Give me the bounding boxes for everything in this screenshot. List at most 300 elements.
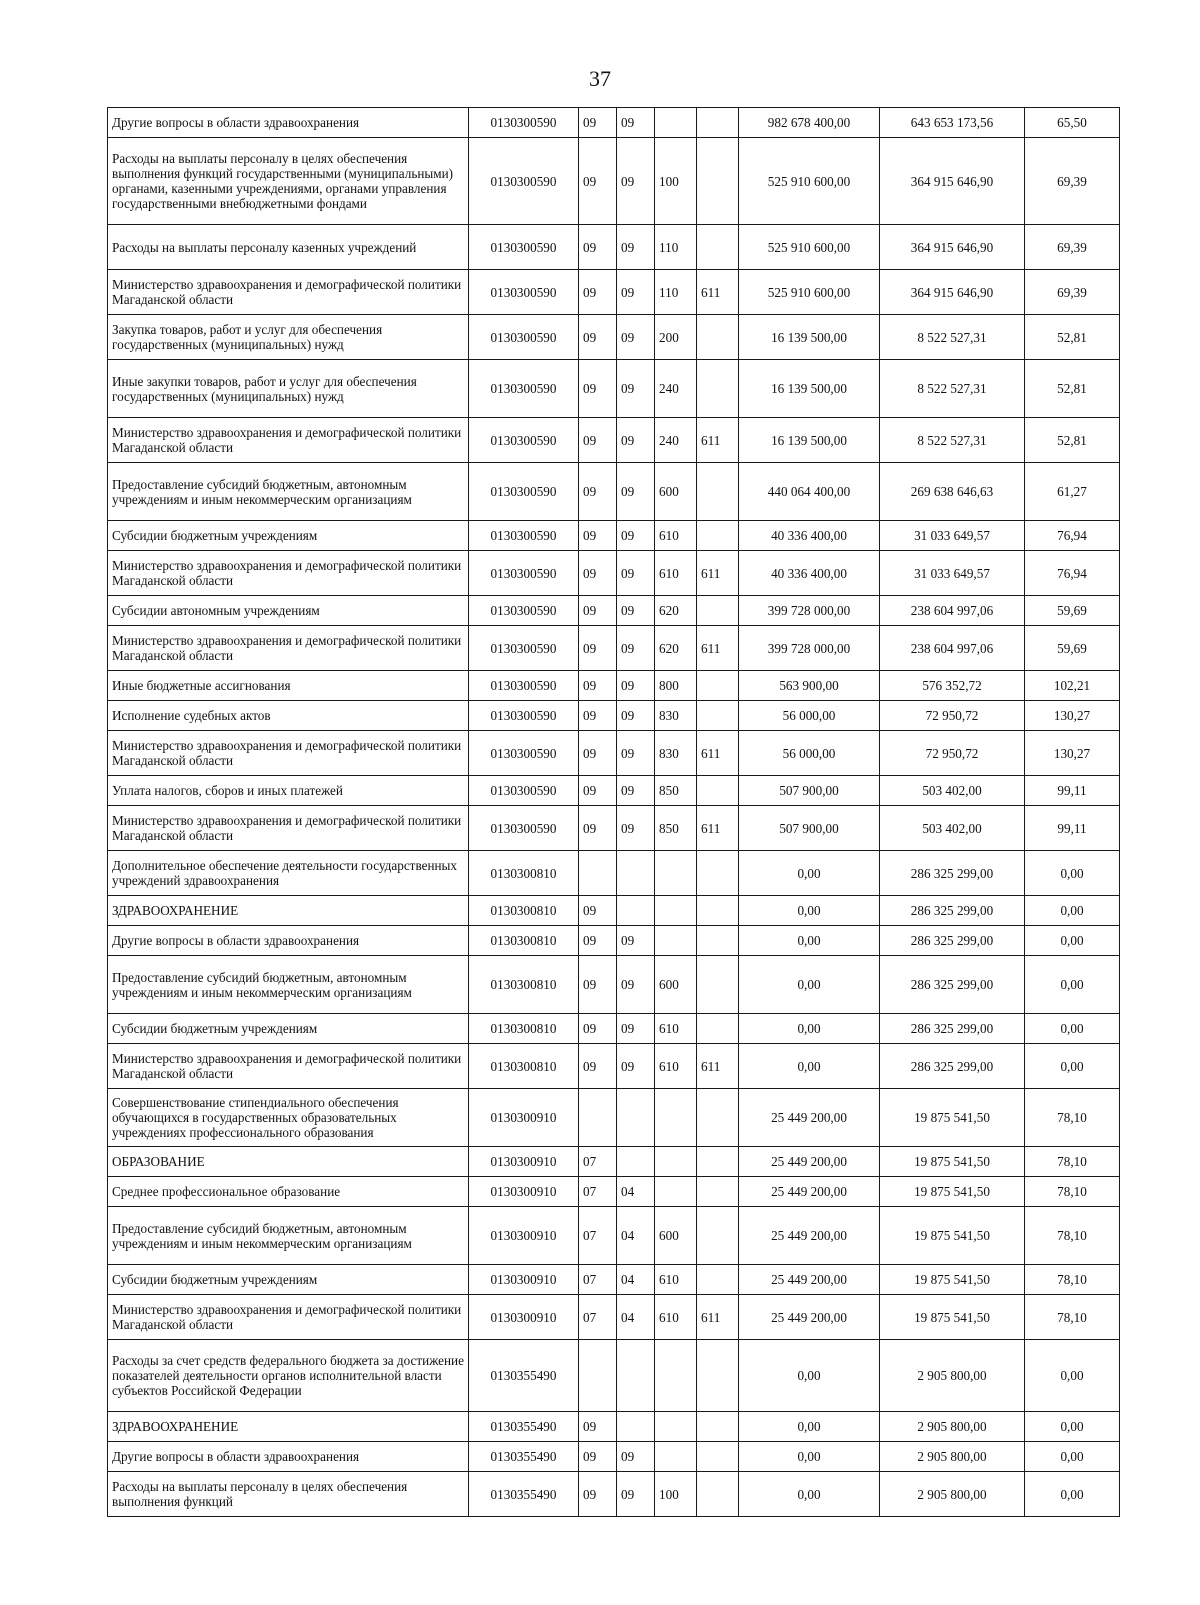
administrator-code-cell	[697, 1177, 739, 1207]
execution-percent-cell: 130,27	[1025, 701, 1120, 731]
planned-amount-cell: 525 910 600,00	[739, 270, 880, 315]
execution-percent-cell: 59,69	[1025, 596, 1120, 626]
administrator-code-cell	[697, 926, 739, 956]
csr-code-cell: 0130300910	[469, 1147, 579, 1177]
subsection-code-cell: 09	[617, 418, 655, 463]
administrator-code-cell	[697, 360, 739, 418]
actual-amount-cell: 503 402,00	[880, 806, 1025, 851]
table-row	[108, 596, 1120, 626]
planned-amount-cell: 0,00	[739, 1472, 880, 1517]
administrator-code-cell: 611	[697, 270, 739, 315]
actual-amount-cell: 19 875 541,50	[880, 1147, 1025, 1177]
csr-code-cell: 0130300810	[469, 851, 579, 896]
section-code-cell: 07	[579, 1265, 617, 1295]
subsection-code-cell: 09	[617, 596, 655, 626]
execution-percent-cell: 78,10	[1025, 1207, 1120, 1265]
budget-execution-table	[107, 107, 1120, 1517]
administrator-code-cell	[697, 225, 739, 270]
table-row	[108, 418, 1120, 463]
execution-percent-cell: 78,10	[1025, 1177, 1120, 1207]
section-code-cell: 07	[579, 1147, 617, 1177]
csr-code-cell: 0130300810	[469, 1044, 579, 1089]
subsection-code-cell: 09	[617, 551, 655, 596]
section-code-cell: 09	[579, 731, 617, 776]
expense-type-code-cell	[655, 1147, 697, 1177]
expense-type-code-cell: 600	[655, 956, 697, 1014]
csr-code-cell: 0130300590	[469, 551, 579, 596]
section-code-cell: 09	[579, 596, 617, 626]
execution-percent-cell: 99,11	[1025, 776, 1120, 806]
table-row	[108, 776, 1120, 806]
section-code-cell: 09	[579, 896, 617, 926]
actual-amount-cell: 2 905 800,00	[880, 1472, 1025, 1517]
administrator-code-cell	[697, 1014, 739, 1044]
section-code-cell	[579, 851, 617, 896]
subsection-code-cell: 09	[617, 1472, 655, 1517]
expense-type-code-cell	[655, 1340, 697, 1412]
row-name-cell: Уплата налогов, сборов и иных платежей	[108, 776, 469, 806]
row-name-cell: Предоставление субсидий бюджетным, автономным учреждениям и иным некоммерческим организациям	[108, 956, 469, 1014]
execution-percent-cell: 78,10	[1025, 1147, 1120, 1177]
subsection-code-cell: 09	[617, 926, 655, 956]
administrator-code-cell	[697, 1089, 739, 1147]
subsection-code-cell	[617, 851, 655, 896]
section-code-cell: 09	[579, 463, 617, 521]
planned-amount-cell: 0,00	[739, 896, 880, 926]
row-name-cell: Другие вопросы в области здравоохранения	[108, 108, 469, 138]
section-code-cell	[579, 1340, 617, 1412]
table-row	[108, 1147, 1120, 1177]
expense-type-code-cell: 610	[655, 551, 697, 596]
actual-amount-cell: 269 638 646,63	[880, 463, 1025, 521]
expense-type-code-cell	[655, 1177, 697, 1207]
actual-amount-cell: 19 875 541,50	[880, 1089, 1025, 1147]
table-row	[108, 1340, 1120, 1412]
table-row	[108, 1089, 1120, 1147]
subsection-code-cell: 09	[617, 270, 655, 315]
csr-code-cell: 0130300590	[469, 418, 579, 463]
csr-code-cell: 0130300590	[469, 315, 579, 360]
subsection-code-cell: 04	[617, 1177, 655, 1207]
page-number: 37	[589, 66, 611, 91]
administrator-code-cell	[697, 1207, 739, 1265]
actual-amount-cell: 19 875 541,50	[880, 1295, 1025, 1340]
row-name-cell: Субсидии бюджетным учреждениям	[108, 1014, 469, 1044]
section-code-cell: 09	[579, 776, 617, 806]
planned-amount-cell: 16 139 500,00	[739, 315, 880, 360]
row-name-cell: Субсидии автономным учреждениям	[108, 596, 469, 626]
table-row	[108, 701, 1120, 731]
row-name-cell: ЗДРАВООХРАНЕНИЕ	[108, 896, 469, 926]
administrator-code-cell	[697, 108, 739, 138]
row-name-cell: Министерство здравоохранения и демографической политики Магаданской области	[108, 1295, 469, 1340]
planned-amount-cell: 0,00	[739, 1044, 880, 1089]
planned-amount-cell: 25 449 200,00	[739, 1295, 880, 1340]
table-row	[108, 1472, 1120, 1517]
expense-type-code-cell: 610	[655, 1014, 697, 1044]
expense-type-code-cell: 100	[655, 138, 697, 225]
subsection-code-cell: 09	[617, 463, 655, 521]
table-row	[108, 731, 1120, 776]
csr-code-cell: 0130300910	[469, 1265, 579, 1295]
expense-type-code-cell: 600	[655, 463, 697, 521]
execution-percent-cell: 78,10	[1025, 1265, 1120, 1295]
expense-type-code-cell	[655, 1089, 697, 1147]
subsection-code-cell	[617, 1089, 655, 1147]
subsection-code-cell: 09	[617, 776, 655, 806]
administrator-code-cell	[697, 463, 739, 521]
actual-amount-cell: 31 033 649,57	[880, 551, 1025, 596]
subsection-code-cell	[617, 1412, 655, 1442]
csr-code-cell: 0130300590	[469, 596, 579, 626]
row-name-cell: Министерство здравоохранения и демографической политики Магаданской области	[108, 551, 469, 596]
administrator-code-cell	[697, 1340, 739, 1412]
csr-code-cell: 0130355490	[469, 1340, 579, 1412]
actual-amount-cell: 576 352,72	[880, 671, 1025, 701]
execution-percent-cell: 76,94	[1025, 551, 1120, 596]
row-name-cell: Министерство здравоохранения и демографической политики Магаданской области	[108, 270, 469, 315]
section-code-cell: 09	[579, 551, 617, 596]
planned-amount-cell: 16 139 500,00	[739, 360, 880, 418]
subsection-code-cell: 04	[617, 1295, 655, 1340]
csr-code-cell: 0130300810	[469, 896, 579, 926]
table-row	[108, 1014, 1120, 1044]
planned-amount-cell: 56 000,00	[739, 701, 880, 731]
table-row	[108, 956, 1120, 1014]
actual-amount-cell: 364 915 646,90	[880, 225, 1025, 270]
expense-type-code-cell	[655, 108, 697, 138]
row-name-cell: Расходы на выплаты персоналу казенных учреждений	[108, 225, 469, 270]
expense-type-code-cell: 600	[655, 1207, 697, 1265]
section-code-cell: 09	[579, 1014, 617, 1044]
expense-type-code-cell: 850	[655, 776, 697, 806]
execution-percent-cell: 0,00	[1025, 1472, 1120, 1517]
actual-amount-cell: 19 875 541,50	[880, 1265, 1025, 1295]
section-code-cell: 09	[579, 806, 617, 851]
table-row	[108, 270, 1120, 315]
planned-amount-cell: 982 678 400,00	[739, 108, 880, 138]
expense-type-code-cell	[655, 851, 697, 896]
expense-type-code-cell: 240	[655, 360, 697, 418]
execution-percent-cell: 76,94	[1025, 521, 1120, 551]
section-code-cell: 09	[579, 1442, 617, 1472]
csr-code-cell: 0130300590	[469, 225, 579, 270]
planned-amount-cell: 440 064 400,00	[739, 463, 880, 521]
execution-percent-cell: 0,00	[1025, 851, 1120, 896]
row-name-cell: Расходы за счет средств федерального бюджета за достижение показателей деятельности органов исполнительной власти субъектов Российской Федерации	[108, 1340, 469, 1412]
execution-percent-cell: 61,27	[1025, 463, 1120, 521]
table-row	[108, 138, 1120, 225]
subsection-code-cell	[617, 1147, 655, 1177]
planned-amount-cell: 507 900,00	[739, 776, 880, 806]
row-name-cell: ЗДРАВООХРАНЕНИЕ	[108, 1412, 469, 1442]
planned-amount-cell: 563 900,00	[739, 671, 880, 701]
expense-type-code-cell	[655, 1412, 697, 1442]
expense-type-code-cell: 610	[655, 521, 697, 551]
expense-type-code-cell: 200	[655, 315, 697, 360]
expense-type-code-cell: 240	[655, 418, 697, 463]
csr-code-cell: 0130300810	[469, 956, 579, 1014]
expense-type-code-cell: 850	[655, 806, 697, 851]
subsection-code-cell: 09	[617, 956, 655, 1014]
planned-amount-cell: 25 449 200,00	[739, 1177, 880, 1207]
subsection-code-cell: 09	[617, 701, 655, 731]
planned-amount-cell: 40 336 400,00	[739, 551, 880, 596]
subsection-code-cell: 09	[617, 521, 655, 551]
planned-amount-cell: 525 910 600,00	[739, 138, 880, 225]
section-code-cell: 09	[579, 926, 617, 956]
row-name-cell: Иные закупки товаров, работ и услуг для обеспечения государственных (муниципальных) нужд	[108, 360, 469, 418]
subsection-code-cell: 09	[617, 1442, 655, 1472]
expense-type-code-cell: 110	[655, 270, 697, 315]
table-row	[108, 1265, 1120, 1295]
row-name-cell: Закупка товаров, работ и услуг для обеспечения государственных (муниципальных) нужд	[108, 315, 469, 360]
actual-amount-cell: 238 604 997,06	[880, 626, 1025, 671]
actual-amount-cell: 503 402,00	[880, 776, 1025, 806]
actual-amount-cell: 19 875 541,50	[880, 1207, 1025, 1265]
table-row	[108, 896, 1120, 926]
subsection-code-cell: 09	[617, 108, 655, 138]
table-row	[108, 315, 1120, 360]
administrator-code-cell	[697, 1147, 739, 1177]
expense-type-code-cell	[655, 896, 697, 926]
expense-type-code-cell: 620	[655, 626, 697, 671]
table-row	[108, 463, 1120, 521]
csr-code-cell: 0130300910	[469, 1295, 579, 1340]
subsection-code-cell: 09	[617, 138, 655, 225]
csr-code-cell: 0130300590	[469, 806, 579, 851]
subsection-code-cell: 04	[617, 1265, 655, 1295]
subsection-code-cell	[617, 1340, 655, 1412]
execution-percent-cell: 99,11	[1025, 806, 1120, 851]
execution-percent-cell: 52,81	[1025, 360, 1120, 418]
administrator-code-cell	[697, 596, 739, 626]
section-code-cell: 09	[579, 108, 617, 138]
csr-code-cell: 0130300910	[469, 1177, 579, 1207]
administrator-code-cell	[697, 671, 739, 701]
administrator-code-cell: 611	[697, 1044, 739, 1089]
subsection-code-cell: 04	[617, 1207, 655, 1265]
subsection-code-cell: 09	[617, 731, 655, 776]
execution-percent-cell: 78,10	[1025, 1295, 1120, 1340]
row-name-cell: Предоставление субсидий бюджетным, автономным учреждениям и иным некоммерческим организациям	[108, 463, 469, 521]
administrator-code-cell	[697, 956, 739, 1014]
actual-amount-cell: 364 915 646,90	[880, 138, 1025, 225]
administrator-code-cell	[697, 1412, 739, 1442]
execution-percent-cell: 52,81	[1025, 315, 1120, 360]
planned-amount-cell: 16 139 500,00	[739, 418, 880, 463]
actual-amount-cell: 286 325 299,00	[880, 851, 1025, 896]
planned-amount-cell: 507 900,00	[739, 806, 880, 851]
administrator-code-cell	[697, 315, 739, 360]
csr-code-cell: 0130300590	[469, 671, 579, 701]
administrator-code-cell	[697, 1472, 739, 1517]
subsection-code-cell	[617, 896, 655, 926]
table-row	[108, 225, 1120, 270]
table-row	[108, 1207, 1120, 1265]
execution-percent-cell: 0,00	[1025, 1044, 1120, 1089]
administrator-code-cell	[697, 1265, 739, 1295]
execution-percent-cell: 102,21	[1025, 671, 1120, 701]
administrator-code-cell	[697, 776, 739, 806]
section-code-cell: 09	[579, 521, 617, 551]
row-name-cell: Среднее профессиональное образование	[108, 1177, 469, 1207]
section-code-cell: 09	[579, 1412, 617, 1442]
execution-percent-cell: 0,00	[1025, 926, 1120, 956]
actual-amount-cell: 286 325 299,00	[880, 926, 1025, 956]
actual-amount-cell: 8 522 527,31	[880, 418, 1025, 463]
actual-amount-cell: 31 033 649,57	[880, 521, 1025, 551]
administrator-code-cell	[697, 701, 739, 731]
execution-percent-cell: 0,00	[1025, 896, 1120, 926]
row-name-cell: Расходы на выплаты персоналу в целях обеспечения выполнения функций	[108, 1472, 469, 1517]
row-name-cell: Совершенствование стипендиального обеспечения обучающихся в государственных образовательных учреждениях профессионального образования	[108, 1089, 469, 1147]
section-code-cell: 09	[579, 671, 617, 701]
table-row	[108, 1412, 1120, 1442]
csr-code-cell: 0130355490	[469, 1442, 579, 1472]
execution-percent-cell: 52,81	[1025, 418, 1120, 463]
subsection-code-cell: 09	[617, 225, 655, 270]
row-name-cell: Дополнительное обеспечение деятельности государственных учреждений здравоохранения	[108, 851, 469, 896]
administrator-code-cell: 611	[697, 418, 739, 463]
administrator-code-cell: 611	[697, 806, 739, 851]
table-row	[108, 851, 1120, 896]
administrator-code-cell: 611	[697, 551, 739, 596]
administrator-code-cell: 611	[697, 626, 739, 671]
planned-amount-cell: 25 449 200,00	[739, 1265, 880, 1295]
planned-amount-cell: 0,00	[739, 926, 880, 956]
table-row	[108, 626, 1120, 671]
actual-amount-cell: 19 875 541,50	[880, 1177, 1025, 1207]
expense-type-code-cell	[655, 926, 697, 956]
section-code-cell: 09	[579, 138, 617, 225]
section-code-cell: 09	[579, 1044, 617, 1089]
expense-type-code-cell: 800	[655, 671, 697, 701]
csr-code-cell: 0130300590	[469, 360, 579, 418]
table-row	[108, 1177, 1120, 1207]
subsection-code-cell: 09	[617, 626, 655, 671]
section-code-cell: 09	[579, 701, 617, 731]
expense-type-code-cell: 620	[655, 596, 697, 626]
csr-code-cell: 0130300590	[469, 138, 579, 225]
csr-code-cell: 0130300590	[469, 626, 579, 671]
administrator-code-cell	[697, 138, 739, 225]
section-code-cell: 07	[579, 1295, 617, 1340]
execution-percent-cell: 0,00	[1025, 1014, 1120, 1044]
actual-amount-cell: 8 522 527,31	[880, 360, 1025, 418]
actual-amount-cell: 2 905 800,00	[880, 1412, 1025, 1442]
row-name-cell: Расходы на выплаты персоналу в целях обеспечения выполнения функций государственными (муниципальными) органами, казенными учреждениями, органами управления государственными внебюджетными фондами	[108, 138, 469, 225]
csr-code-cell: 0130300910	[469, 1207, 579, 1265]
actual-amount-cell: 286 325 299,00	[880, 1014, 1025, 1044]
planned-amount-cell: 525 910 600,00	[739, 225, 880, 270]
csr-code-cell: 0130355490	[469, 1472, 579, 1517]
section-code-cell: 09	[579, 418, 617, 463]
section-code-cell: 07	[579, 1177, 617, 1207]
planned-amount-cell: 25 449 200,00	[739, 1147, 880, 1177]
execution-percent-cell: 130,27	[1025, 731, 1120, 776]
execution-percent-cell: 69,39	[1025, 138, 1120, 225]
section-code-cell: 09	[579, 360, 617, 418]
planned-amount-cell: 0,00	[739, 851, 880, 896]
planned-amount-cell: 40 336 400,00	[739, 521, 880, 551]
csr-code-cell: 0130300910	[469, 1089, 579, 1147]
section-code-cell: 09	[579, 270, 617, 315]
administrator-code-cell	[697, 851, 739, 896]
row-name-cell: Министерство здравоохранения и демографической политики Магаданской области	[108, 731, 469, 776]
row-name-cell: Другие вопросы в области здравоохранения	[108, 926, 469, 956]
planned-amount-cell: 0,00	[739, 1014, 880, 1044]
planned-amount-cell: 0,00	[739, 1442, 880, 1472]
section-code-cell	[579, 1089, 617, 1147]
administrator-code-cell	[697, 1442, 739, 1472]
subsection-code-cell: 09	[617, 315, 655, 360]
execution-percent-cell: 0,00	[1025, 1442, 1120, 1472]
table-row	[108, 1295, 1120, 1340]
actual-amount-cell: 2 905 800,00	[880, 1442, 1025, 1472]
csr-code-cell: 0130300810	[469, 1014, 579, 1044]
section-code-cell: 09	[579, 225, 617, 270]
csr-code-cell: 0130300590	[469, 731, 579, 776]
planned-amount-cell: 0,00	[739, 1340, 880, 1412]
csr-code-cell: 0130300590	[469, 701, 579, 731]
csr-code-cell: 0130300590	[469, 270, 579, 315]
row-name-cell: Исполнение судебных актов	[108, 701, 469, 731]
table-row	[108, 671, 1120, 701]
execution-percent-cell: 59,69	[1025, 626, 1120, 671]
section-code-cell: 09	[579, 315, 617, 360]
actual-amount-cell: 286 325 299,00	[880, 1044, 1025, 1089]
administrator-code-cell: 611	[697, 731, 739, 776]
planned-amount-cell: 25 449 200,00	[739, 1089, 880, 1147]
actual-amount-cell: 286 325 299,00	[880, 956, 1025, 1014]
row-name-cell: Субсидии бюджетным учреждениям	[108, 1265, 469, 1295]
execution-percent-cell: 65,50	[1025, 108, 1120, 138]
actual-amount-cell: 286 325 299,00	[880, 896, 1025, 926]
actual-amount-cell: 238 604 997,06	[880, 596, 1025, 626]
expense-type-code-cell: 100	[655, 1472, 697, 1517]
planned-amount-cell: 399 728 000,00	[739, 596, 880, 626]
subsection-code-cell: 09	[617, 1014, 655, 1044]
actual-amount-cell: 643 653 173,56	[880, 108, 1025, 138]
table-row	[108, 551, 1120, 596]
execution-percent-cell: 69,39	[1025, 225, 1120, 270]
expense-type-code-cell: 110	[655, 225, 697, 270]
execution-percent-cell: 0,00	[1025, 956, 1120, 1014]
table-row	[108, 360, 1120, 418]
execution-percent-cell: 0,00	[1025, 1340, 1120, 1412]
subsection-code-cell: 09	[617, 360, 655, 418]
actual-amount-cell: 8 522 527,31	[880, 315, 1025, 360]
row-name-cell: Субсидии бюджетным учреждениям	[108, 521, 469, 551]
execution-percent-cell: 69,39	[1025, 270, 1120, 315]
row-name-cell: Другие вопросы в области здравоохранения	[108, 1442, 469, 1472]
row-name-cell: Министерство здравоохранения и демографической политики Магаданской области	[108, 1044, 469, 1089]
planned-amount-cell: 399 728 000,00	[739, 626, 880, 671]
table-row	[108, 926, 1120, 956]
actual-amount-cell: 364 915 646,90	[880, 270, 1025, 315]
csr-code-cell: 0130300590	[469, 463, 579, 521]
execution-percent-cell: 0,00	[1025, 1412, 1120, 1442]
subsection-code-cell: 09	[617, 671, 655, 701]
expense-type-code-cell: 830	[655, 731, 697, 776]
planned-amount-cell: 56 000,00	[739, 731, 880, 776]
section-code-cell: 07	[579, 1207, 617, 1265]
section-code-cell: 09	[579, 956, 617, 1014]
csr-code-cell: 0130300590	[469, 776, 579, 806]
actual-amount-cell: 72 950,72	[880, 701, 1025, 731]
row-name-cell: Министерство здравоохранения и демографической политики Магаданской области	[108, 418, 469, 463]
